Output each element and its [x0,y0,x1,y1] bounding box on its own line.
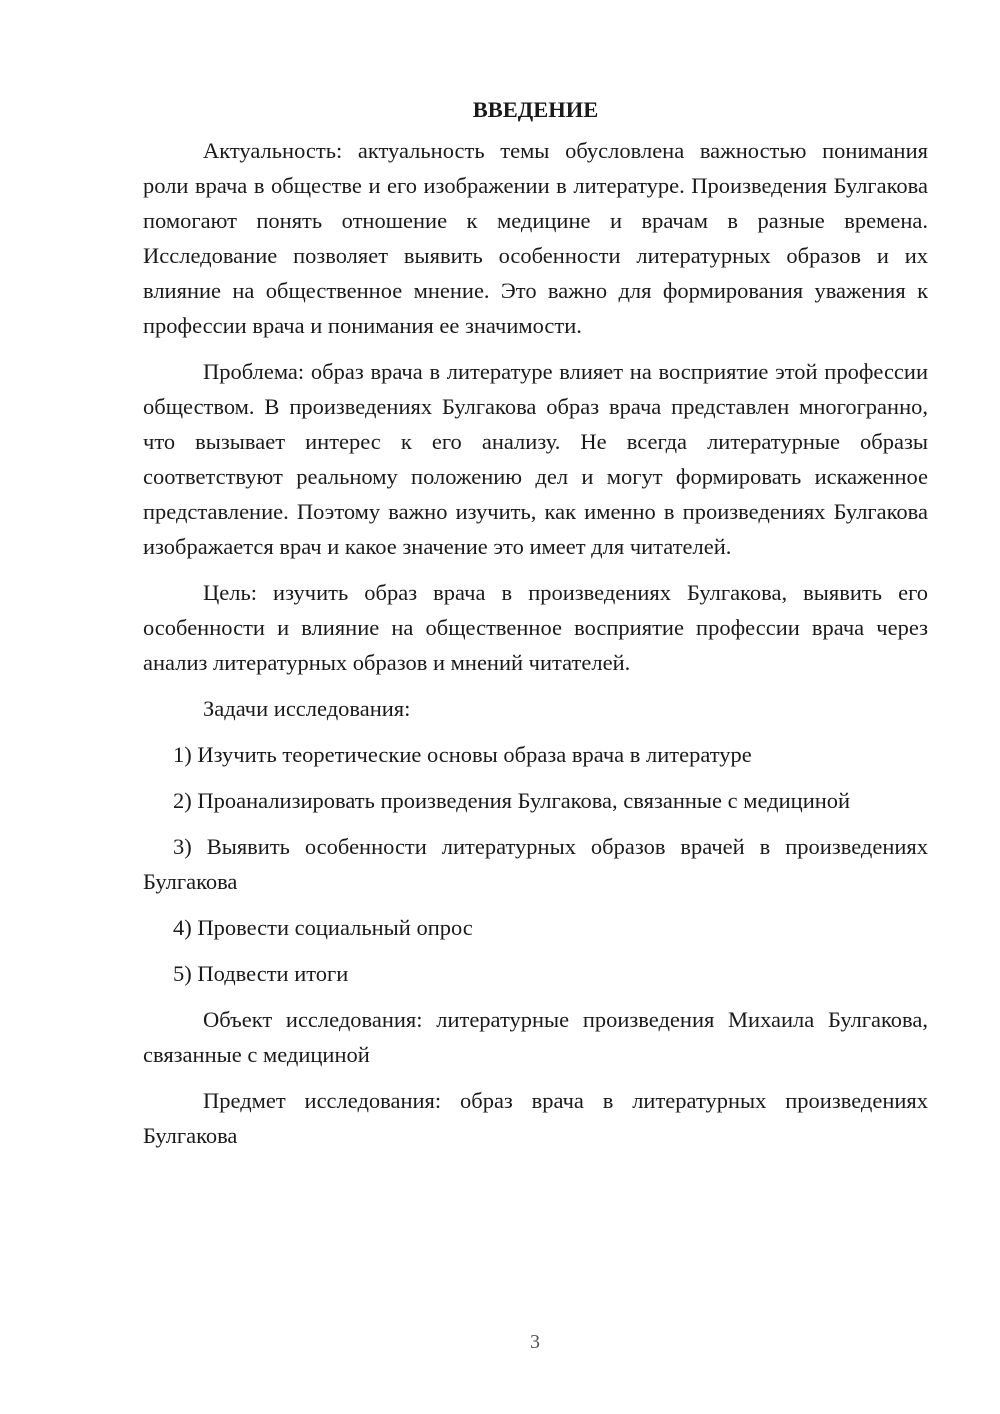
page-title: ВВЕДЕНИЕ [472,97,599,122]
paragraph-problem: Проблема: образ врача в литературе влияет на восприятие этой профессии обществом. В произведениях Булгакова образ врача представлен многогранно, что вызывает интерес к его анализу. Не всегда литературные образы соответствуют реальному положению дел и могут формировать искаженное представление. Поэтому важно изучить, как именно в произведениях Булгакова изображается врач и какое значение это имеет для читателей. [143,359,928,559]
paragraph-subject: Предмет исследования: образ врача в литературных произведениях Булгакова [143,1088,928,1148]
paragraph-tasks-heading: Задачи исследования: [203,696,411,721]
page-number: 3 [530,1331,540,1353]
task-item-4: 4) Провести социальный опрос [173,915,473,940]
task-item-1: 1) Изучить теоретические основы образа врача в литературе [173,742,752,767]
paragraph-relevance: Актуальность: актуальность темы обусловлена важностью понимания роли врача в обществе и его изображении в литературе. Произведения Булгакова помогают понять отношение к медицине и врачам в разные времена. Исследование позволяет выявить особенности литературных образов и их влияние на общественное мнение. Это важно для формирования уважения к профессии врача и понимания ее значимости. [143,138,928,338]
document-page [143,92,928,1164]
task-item-5: 5) Подвести итоги [173,961,349,986]
task-item-2: 2) Проанализировать произведения Булгакова, связанные с медициной [173,788,851,813]
paragraph-object: Объект исследования: литературные произведения Михаила Булгакова, связанные с медициной [143,1007,928,1067]
paragraph-goal: Цель: изучить образ врача в произведениях Булгакова, выявить его особенности и влияние на общественное восприятие профессии врача через анализ литературных образов и мнений читателей. [143,580,928,675]
task-item-3: 3) Выявить особенности литературных образов врачей в произведениях Булгакова [143,834,928,894]
